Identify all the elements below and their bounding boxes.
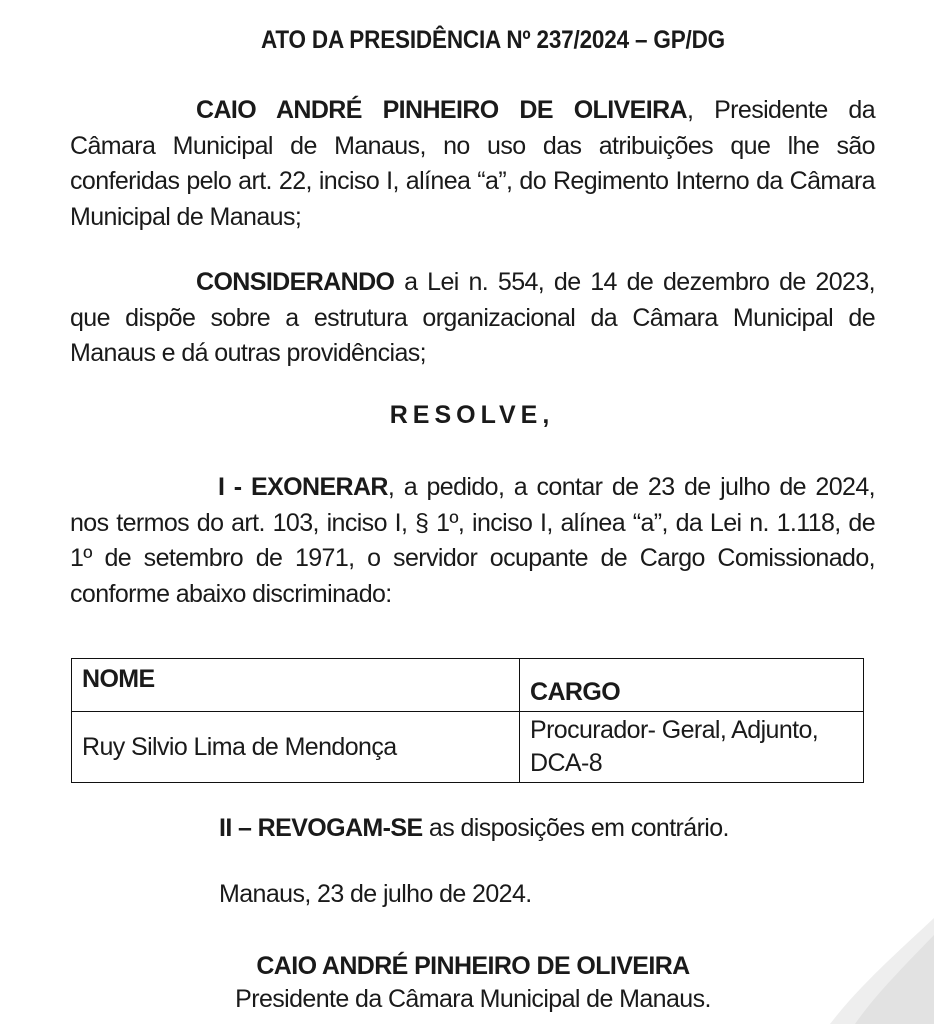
preamble-text: , Presidente da Câmara Municipal de Manaus, no uso das atribuições que lhe são conferidas pelo art. 22, inciso I, alínea “a”, do Regimento Interno da Câmara Municipal de Manaus; [70, 96, 875, 231]
position-line-1: Procurador- Geral, Adjunto, [530, 716, 819, 744]
article-ii-keyword: II – REVOGAM-SE [219, 814, 423, 842]
resolve-heading: RESOLVE, [389, 401, 555, 429]
servant-name: Ruy Silvio Lima de Mendonça [72, 712, 520, 783]
considering-keyword: CONSIDERANDO [196, 268, 395, 296]
document-title: ATO DA PRESIDÊNCIA Nº 237/2024 – GP/DG [260, 26, 726, 54]
header-position: CARGO [520, 659, 864, 712]
article-i-text: , a pedido, a contar de 23 de julho de 2024, nos termos do art. 103, inciso I, § 1º, inciso I, alínea “a”, da Lei n. 1.118, de 1º de setembro de 1971, o servidor ocupante de Cargo Comissionado, conforme abaixo discriminado: [70, 473, 875, 608]
preamble-paragraph [70, 93, 875, 235]
table-header-row [72, 659, 864, 712]
considering-paragraph [70, 265, 875, 372]
servant-position [520, 712, 864, 783]
considering-text: a Lei n. 554, de 14 de dezembro de 2023, que dispõe sobre a estrutura organizacional da Câmara Municipal de Manaus e dá outras providências; [70, 268, 875, 367]
signature-role: Presidente da Câmara Municipal de Manaus. [235, 985, 711, 1013]
president-name: CAIO ANDRÉ PINHEIRO DE OLIVEIRA [196, 96, 687, 124]
article-ii-text: as disposições em contrário. [422, 814, 729, 842]
article-ii-paragraph [219, 814, 729, 843]
article-i-keyword: I - EXONERAR [218, 473, 388, 501]
signature-name: CAIO ANDRÉ PINHEIRO DE OLIVEIRA [256, 952, 690, 980]
servant-table [71, 658, 864, 783]
article-i-paragraph [70, 470, 875, 612]
place-date: Manaus, 23 de julho de 2024. [219, 880, 532, 908]
table-row [72, 712, 864, 783]
position-line-2: DCA-8 [530, 749, 603, 777]
header-name: NOME [72, 659, 520, 712]
